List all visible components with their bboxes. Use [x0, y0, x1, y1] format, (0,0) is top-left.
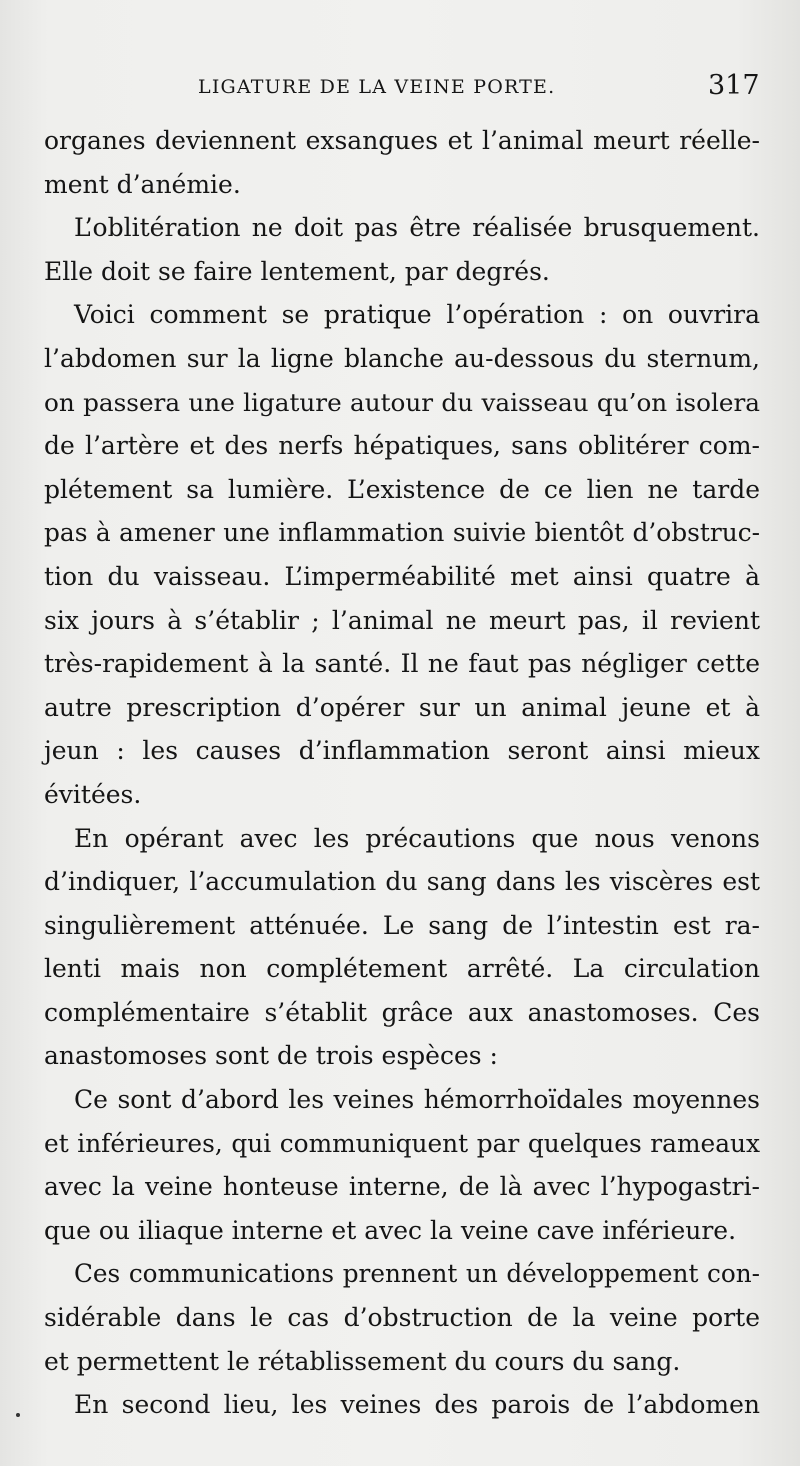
text-line: autre prescription d’opérer sur un animal jeune et à — [44, 692, 760, 722]
text-line: on passera une ligature autour du vaisseau qu’on isolera — [44, 387, 760, 417]
text-line: jeun : les causes d’inflammation seront ainsi mieux — [44, 736, 760, 766]
page-number: 317 — [708, 70, 760, 101]
text-line: En second lieu, les veines des parois de l’abdomen — [74, 1390, 760, 1420]
margin-mark — [16, 1413, 20, 1417]
text-line: anastomoses sont de trois espèces : — [44, 1041, 498, 1071]
text-line: singulièrement atténuée. Le sang de l’intestin est ra- — [44, 910, 760, 940]
text-line: organes deviennent exsangues et l’animal meurt réelle- — [44, 126, 760, 155]
running-header — [0, 66, 800, 106]
text-line: ment d’anémie. — [44, 169, 241, 199]
running-title: LIGATURE DE LA VEINE PORTE. — [198, 76, 556, 98]
text-line: tion du vaisseau. L’imperméabilité met ainsi quatre à — [44, 561, 760, 591]
text-line: Ces communications prennent un développement con- — [74, 1259, 760, 1289]
text-line: l’abdomen sur la ligne blanche au-dessous du sternum, — [44, 343, 760, 373]
text-line: L’oblitération ne doit pas être réalisée brusquement. — [74, 213, 760, 243]
text-line: Voici comment se pratique l’opération : on ouvrira — [74, 300, 760, 330]
text-line: six jours à s’établir ; l’animal ne meurt pas, il revient — [44, 605, 760, 635]
text-line: et inférieures, qui communiquent par quelques rameaux — [44, 1128, 760, 1158]
text-line: pas à amener une inflammation suivie bientôt d’obstruc- — [44, 518, 760, 548]
text-line: complémentaire s’établit grâce aux anastomoses. Ces — [44, 997, 760, 1027]
text-line: plétement sa lumière. L’existence de ce lien ne tarde — [44, 474, 760, 504]
text-line: d’indiquer, l’accumulation du sang dans les viscères est — [44, 867, 760, 897]
text-line: très-rapidement à la santé. Il ne faut pas négliger cette — [44, 649, 760, 679]
text-line: de l’artère et des nerfs hépatiques, sans oblitérer com- — [44, 431, 760, 461]
text-line: lenti mais non complétement arrêté. La circulation — [44, 954, 760, 984]
text-line: Elle doit se faire lentement, par degrés. — [44, 256, 550, 286]
body-text — [44, 119, 760, 1427]
text-line: évitées. — [44, 779, 142, 809]
text-line: Ce sont d’abord les veines hémorrhoïdales moyennes — [74, 1085, 760, 1115]
text-line: En opérant avec les précautions que nous venons — [74, 823, 760, 853]
text-line: avec la veine honteuse interne, de là avec l’hypogastri- — [44, 1172, 760, 1202]
text-line: sidérable dans le cas d’obstruction de la veine porte — [44, 1303, 760, 1333]
text-line: et permettent le rétablissement du cours du sang. — [44, 1346, 681, 1376]
text-line: que ou iliaque interne et avec la veine cave inférieure. — [44, 1215, 737, 1245]
